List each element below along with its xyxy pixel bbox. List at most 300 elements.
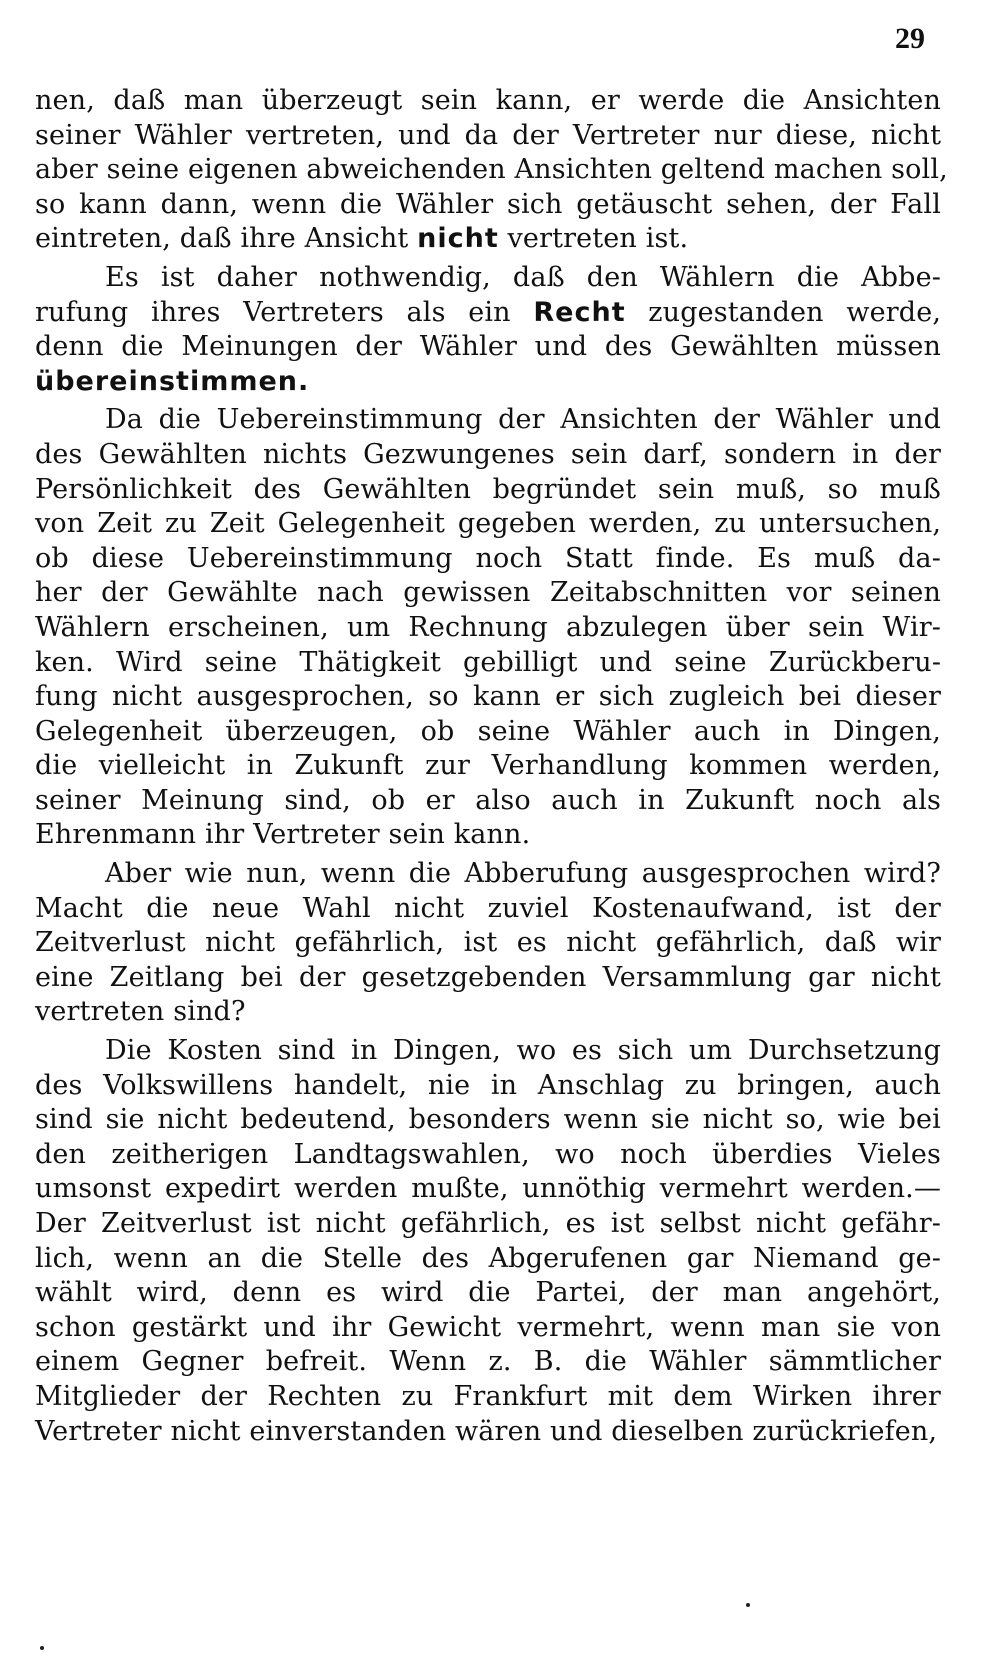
text-line bbox=[35, 576, 941, 611]
word: nach bbox=[317, 577, 384, 609]
word: aber bbox=[35, 154, 98, 186]
word: Niemand bbox=[753, 1242, 879, 1274]
word: sich bbox=[506, 188, 563, 220]
text-line bbox=[35, 153, 948, 188]
word: Wähler bbox=[395, 188, 494, 220]
word: der bbox=[498, 404, 545, 436]
word: des bbox=[35, 1069, 83, 1101]
word: dieselben bbox=[611, 1415, 744, 1447]
word: ihr bbox=[204, 819, 245, 851]
word: die bbox=[796, 261, 840, 293]
word: Zukunft bbox=[294, 750, 404, 782]
word: es bbox=[571, 1035, 603, 1067]
word: zeitherigen bbox=[111, 1138, 269, 1170]
word: es bbox=[565, 1208, 596, 1239]
word: nothwendig, bbox=[319, 261, 491, 293]
word: abzulegen bbox=[565, 611, 708, 643]
word: muß, bbox=[735, 473, 807, 505]
word: umsonst bbox=[35, 1173, 152, 1205]
word: zu bbox=[714, 508, 747, 540]
word: des bbox=[421, 1242, 470, 1274]
word: werden.— bbox=[801, 1173, 942, 1205]
paragraph bbox=[35, 261, 941, 399]
word: nicht bbox=[756, 1208, 827, 1239]
word: ausgesprochen bbox=[641, 858, 851, 890]
word: über bbox=[725, 611, 790, 643]
word: Da bbox=[105, 404, 144, 436]
text-line bbox=[35, 365, 941, 400]
word: der bbox=[200, 1380, 248, 1412]
word: zurückriefen, bbox=[752, 1415, 938, 1447]
word: sein bbox=[420, 85, 478, 116]
text-line bbox=[35, 188, 941, 223]
word: Fall bbox=[890, 188, 941, 220]
word: Wirken bbox=[752, 1380, 853, 1412]
word: überdies bbox=[712, 1138, 833, 1170]
word: Wählern bbox=[35, 611, 150, 643]
word: sämmtlicher bbox=[768, 1346, 942, 1378]
word: nicht bbox=[111, 681, 183, 713]
word: lich, bbox=[35, 1242, 95, 1274]
text-line bbox=[35, 1242, 941, 1277]
word: die bbox=[468, 1277, 511, 1309]
text-line bbox=[35, 1103, 941, 1138]
word: Statt bbox=[565, 542, 633, 574]
word: Wir- bbox=[882, 611, 942, 643]
word: ihrer bbox=[872, 1380, 941, 1412]
word: so bbox=[35, 188, 66, 220]
word: eintreten, bbox=[35, 223, 172, 255]
word: erscheinen, bbox=[167, 611, 329, 643]
word: die bbox=[339, 188, 383, 220]
word: sich bbox=[598, 681, 655, 713]
word: ist. bbox=[645, 223, 689, 255]
word: der bbox=[101, 577, 148, 609]
word: nicht bbox=[870, 961, 942, 993]
word: Durchsetzung bbox=[747, 1035, 942, 1067]
word: gesetzgebenden bbox=[361, 961, 587, 993]
word: Ehrenmann bbox=[35, 819, 197, 851]
word: Vertreters bbox=[243, 296, 384, 328]
text-line bbox=[35, 507, 941, 542]
word: daß bbox=[512, 261, 565, 293]
word: wären bbox=[455, 1415, 542, 1447]
word: nicht bbox=[394, 892, 465, 924]
word: expedirt bbox=[164, 1173, 281, 1205]
stray-mark bbox=[40, 1646, 44, 1650]
word: ist bbox=[610, 1208, 645, 1239]
word: Rechten bbox=[267, 1380, 382, 1412]
word: Zeitlang bbox=[109, 961, 225, 993]
emphasized-word: Recht bbox=[533, 296, 626, 328]
word: daher bbox=[216, 261, 298, 293]
word: vertreten bbox=[507, 223, 637, 255]
word: gegeben bbox=[457, 508, 577, 540]
word: angehört, bbox=[806, 1277, 942, 1309]
text-line bbox=[35, 1415, 941, 1450]
text-line bbox=[35, 784, 941, 819]
word: Anschlag bbox=[537, 1069, 665, 1101]
word: Wählern bbox=[659, 261, 775, 293]
word: zu bbox=[684, 1069, 717, 1101]
word: die bbox=[584, 1346, 628, 1378]
word: gefährlich, bbox=[294, 927, 445, 959]
text-line bbox=[35, 222, 941, 257]
word: die bbox=[35, 750, 78, 782]
word: die bbox=[121, 331, 164, 363]
text-line bbox=[35, 119, 941, 154]
word: wird bbox=[380, 1277, 444, 1309]
word: seiner bbox=[35, 784, 121, 816]
word: Partei, bbox=[535, 1277, 627, 1309]
word: eigenen bbox=[187, 154, 298, 186]
word: es bbox=[516, 927, 547, 959]
page-number: 29 bbox=[895, 22, 925, 55]
word: Uebereinstimmung bbox=[186, 542, 453, 574]
text-line bbox=[35, 403, 941, 438]
word: vielleicht bbox=[98, 750, 226, 782]
word: Wähler bbox=[649, 1346, 747, 1378]
word: Gewählte bbox=[167, 577, 298, 609]
text-line bbox=[35, 1034, 941, 1069]
emphasized-word: übereinstimmen. bbox=[35, 365, 310, 397]
word: so, bbox=[785, 1104, 825, 1136]
text-line bbox=[35, 542, 941, 577]
text-line bbox=[35, 1311, 941, 1346]
word: Wenn bbox=[389, 1346, 467, 1378]
word: Ansichten bbox=[514, 154, 652, 186]
word: vermehrt bbox=[659, 1173, 788, 1205]
word: seine bbox=[674, 646, 747, 678]
word: die bbox=[742, 85, 786, 116]
word: gefährlich, bbox=[400, 1208, 551, 1239]
word: der bbox=[651, 1277, 698, 1309]
word: Vieles bbox=[857, 1138, 941, 1170]
word: Kostenaufwand, bbox=[592, 892, 814, 924]
word: Wähler bbox=[573, 715, 671, 747]
word: Ansichten bbox=[560, 404, 698, 436]
text-line bbox=[35, 680, 941, 715]
word: die bbox=[260, 1242, 304, 1274]
word: Verhandlung bbox=[491, 750, 668, 782]
body-text bbox=[35, 84, 948, 1449]
word: sein bbox=[388, 819, 445, 851]
word: die bbox=[146, 892, 189, 924]
word: ob bbox=[420, 715, 455, 747]
word: Gegner bbox=[141, 1346, 244, 1378]
text-line bbox=[35, 749, 941, 784]
word: untersuchen, bbox=[759, 508, 942, 540]
text-line bbox=[35, 961, 941, 996]
word: sind bbox=[35, 1104, 93, 1136]
word: sehen, bbox=[726, 188, 817, 220]
text-line bbox=[35, 1172, 941, 1207]
text-line bbox=[35, 892, 941, 927]
word: vertreten bbox=[35, 996, 165, 1028]
word: dieser bbox=[855, 681, 942, 713]
word: da bbox=[464, 119, 499, 151]
word: noch bbox=[475, 542, 543, 574]
word: in bbox=[852, 438, 879, 470]
word: Frankfurt bbox=[453, 1380, 588, 1412]
word: Vertreter bbox=[35, 1415, 162, 1447]
word: her bbox=[35, 577, 82, 609]
word: Zeit bbox=[209, 508, 265, 540]
text-line bbox=[35, 818, 941, 853]
word: vermehrt, bbox=[517, 1311, 655, 1343]
word: wenn bbox=[320, 858, 396, 890]
word: der bbox=[894, 892, 941, 924]
word: denn bbox=[232, 1277, 302, 1309]
word: überzeugen, bbox=[225, 715, 398, 747]
word: gar bbox=[686, 1242, 734, 1274]
word: Wird bbox=[115, 646, 183, 678]
word: Gelegenheit bbox=[35, 715, 203, 747]
word: seine bbox=[106, 154, 180, 186]
word: muß bbox=[813, 542, 876, 574]
word: handelt, bbox=[293, 1069, 408, 1101]
word: seine bbox=[204, 646, 278, 678]
word: bedeutend, bbox=[240, 1104, 396, 1136]
word: Wähler bbox=[419, 331, 517, 363]
text-line bbox=[35, 1138, 941, 1173]
word: er bbox=[555, 681, 585, 713]
word: an bbox=[207, 1242, 242, 1274]
word: kann bbox=[79, 188, 147, 220]
word: werde, bbox=[846, 296, 942, 328]
word: also bbox=[475, 784, 531, 816]
word: der bbox=[713, 404, 761, 436]
word: es bbox=[326, 1277, 357, 1309]
word: den bbox=[35, 1138, 87, 1170]
text-line bbox=[35, 84, 941, 119]
word: auch bbox=[693, 715, 761, 747]
word: sein bbox=[570, 438, 628, 470]
word: Wahl bbox=[302, 892, 371, 924]
word: gefähr- bbox=[841, 1208, 942, 1239]
word: und bbox=[398, 119, 451, 151]
word: soll, bbox=[891, 154, 948, 186]
text-line bbox=[35, 611, 941, 646]
text-line bbox=[35, 1380, 941, 1415]
word: Zeitverlust bbox=[101, 1208, 252, 1239]
word: auch bbox=[874, 1069, 942, 1101]
word: machen bbox=[773, 154, 883, 186]
text-line bbox=[35, 438, 941, 473]
word: ob bbox=[371, 784, 406, 816]
word: Zurückberu- bbox=[768, 646, 942, 678]
word: werden, bbox=[828, 750, 942, 782]
word: der bbox=[512, 119, 559, 151]
word: Gewählten bbox=[98, 438, 247, 470]
word: Die bbox=[105, 1035, 152, 1067]
word: nicht bbox=[205, 927, 276, 959]
word: sondern bbox=[724, 438, 837, 470]
word: dem bbox=[673, 1380, 733, 1412]
word: Wähler bbox=[775, 404, 873, 436]
word: in bbox=[638, 784, 665, 816]
word: Es bbox=[105, 261, 139, 293]
word: nicht bbox=[870, 119, 942, 151]
word: Ansichten bbox=[803, 85, 942, 116]
word: in bbox=[351, 1035, 378, 1067]
word: begründet bbox=[492, 473, 637, 505]
word: wenn bbox=[563, 1104, 639, 1136]
word: sind, bbox=[284, 784, 351, 816]
word: nun, bbox=[246, 858, 308, 890]
word: zuviel bbox=[487, 892, 569, 924]
word: in bbox=[490, 1069, 518, 1101]
word: werden, bbox=[589, 508, 702, 540]
word: schon bbox=[35, 1311, 116, 1343]
word: man bbox=[722, 1277, 783, 1309]
word: diese bbox=[91, 542, 165, 574]
word: gar bbox=[808, 961, 855, 993]
word: als bbox=[406, 296, 446, 328]
word: wird, bbox=[136, 1277, 208, 1309]
word: getäuscht bbox=[576, 188, 713, 220]
word: kann. bbox=[453, 819, 531, 851]
word: Meinungen bbox=[181, 331, 338, 363]
word: nur bbox=[713, 119, 762, 151]
word: Gezwungenes bbox=[363, 438, 555, 470]
word: ausgesprochen, bbox=[196, 681, 414, 713]
word: wenn bbox=[670, 1311, 745, 1343]
word: eine bbox=[35, 961, 94, 993]
word: Dingen, bbox=[833, 715, 942, 747]
word: seinen bbox=[850, 577, 942, 609]
word: Volkswillens bbox=[103, 1069, 274, 1101]
word: geltend bbox=[660, 154, 766, 186]
word: Meinung bbox=[141, 784, 264, 816]
word: ist bbox=[837, 892, 872, 924]
word: B. bbox=[533, 1346, 563, 1378]
word: Thätigkeit bbox=[299, 646, 441, 678]
word: zugestanden bbox=[648, 296, 824, 328]
word: Zeitverlust bbox=[35, 927, 186, 959]
word: und bbox=[534, 331, 588, 363]
text-line bbox=[35, 1345, 941, 1380]
word: Zeit bbox=[97, 508, 153, 540]
word: nie bbox=[427, 1069, 471, 1101]
word: finde. bbox=[655, 542, 735, 574]
word: des bbox=[253, 473, 302, 505]
text-line bbox=[35, 261, 941, 296]
word: besonders bbox=[408, 1104, 551, 1136]
word: der bbox=[355, 331, 403, 363]
word: Versammlung bbox=[602, 961, 792, 993]
word: als bbox=[901, 784, 942, 816]
word: Landtagswahlen, bbox=[293, 1138, 530, 1170]
word: seine bbox=[477, 715, 551, 747]
text-line bbox=[35, 995, 941, 1030]
word: bei bbox=[898, 1104, 941, 1136]
word: vor bbox=[786, 577, 832, 609]
word: daß bbox=[824, 927, 877, 959]
word: kommen bbox=[689, 750, 808, 782]
word: unnöthig bbox=[522, 1173, 647, 1205]
text-line bbox=[35, 296, 941, 331]
word: sind bbox=[277, 1035, 336, 1067]
word: noch bbox=[814, 784, 882, 816]
word: seiner bbox=[35, 119, 121, 151]
word: von bbox=[891, 1311, 942, 1343]
word: sich bbox=[617, 1035, 674, 1067]
word: Macht bbox=[35, 892, 123, 924]
word: der bbox=[894, 438, 942, 470]
word: der bbox=[298, 961, 346, 993]
word: denn bbox=[35, 331, 104, 363]
text-line bbox=[35, 1207, 941, 1242]
word: wie bbox=[837, 1104, 886, 1136]
word: daß bbox=[179, 223, 232, 255]
word: in bbox=[246, 750, 274, 782]
word: er bbox=[590, 85, 620, 116]
word: so bbox=[428, 681, 459, 713]
word: Stelle bbox=[322, 1242, 403, 1274]
word: mit bbox=[607, 1380, 654, 1412]
word: Rechnung bbox=[408, 611, 548, 643]
word: nicht bbox=[157, 1104, 228, 1136]
word: Abberufung bbox=[464, 858, 629, 890]
word: sein bbox=[807, 611, 865, 643]
word: Gewählten bbox=[670, 331, 819, 363]
word: ihre bbox=[240, 223, 296, 255]
word: nicht bbox=[315, 1208, 386, 1239]
word: sein bbox=[657, 473, 715, 505]
word: wir bbox=[895, 927, 942, 959]
word: und bbox=[888, 404, 942, 436]
word: da- bbox=[898, 542, 942, 574]
word: wo bbox=[516, 1035, 557, 1067]
word: abweichenden bbox=[306, 154, 506, 186]
word: Persönlichkeit bbox=[35, 473, 233, 505]
word: dann, bbox=[160, 188, 239, 220]
word: selbst bbox=[659, 1208, 741, 1239]
word: ist bbox=[160, 261, 195, 293]
word: in bbox=[783, 715, 810, 747]
word: befreit. bbox=[265, 1346, 368, 1378]
word: neue bbox=[211, 892, 280, 924]
word: auch bbox=[551, 784, 618, 816]
word: wo bbox=[555, 1138, 595, 1170]
word: und bbox=[599, 646, 653, 678]
text-line bbox=[35, 926, 941, 961]
word: bei bbox=[240, 961, 283, 993]
word: Aber bbox=[105, 858, 172, 890]
word: gebilligt bbox=[463, 646, 578, 678]
text-line bbox=[35, 715, 941, 750]
word: ist bbox=[266, 1208, 301, 1239]
word: sind? bbox=[173, 996, 246, 1028]
word: zu bbox=[165, 508, 197, 540]
word: kann bbox=[473, 681, 541, 713]
text-line bbox=[35, 857, 941, 892]
word: Zeitabschnitten bbox=[549, 577, 768, 609]
paragraph bbox=[35, 857, 941, 1030]
word: werde bbox=[638, 85, 725, 116]
word: Der bbox=[35, 1208, 86, 1239]
word: einem bbox=[35, 1346, 120, 1378]
word: Es bbox=[757, 542, 792, 574]
word: sie bbox=[105, 1104, 145, 1136]
word: so bbox=[827, 473, 858, 505]
word: bringen, bbox=[737, 1069, 854, 1101]
word: ein bbox=[468, 296, 511, 328]
word: ihres bbox=[150, 296, 221, 328]
word: diese, bbox=[775, 119, 857, 151]
word: gefährlich, bbox=[655, 927, 806, 959]
